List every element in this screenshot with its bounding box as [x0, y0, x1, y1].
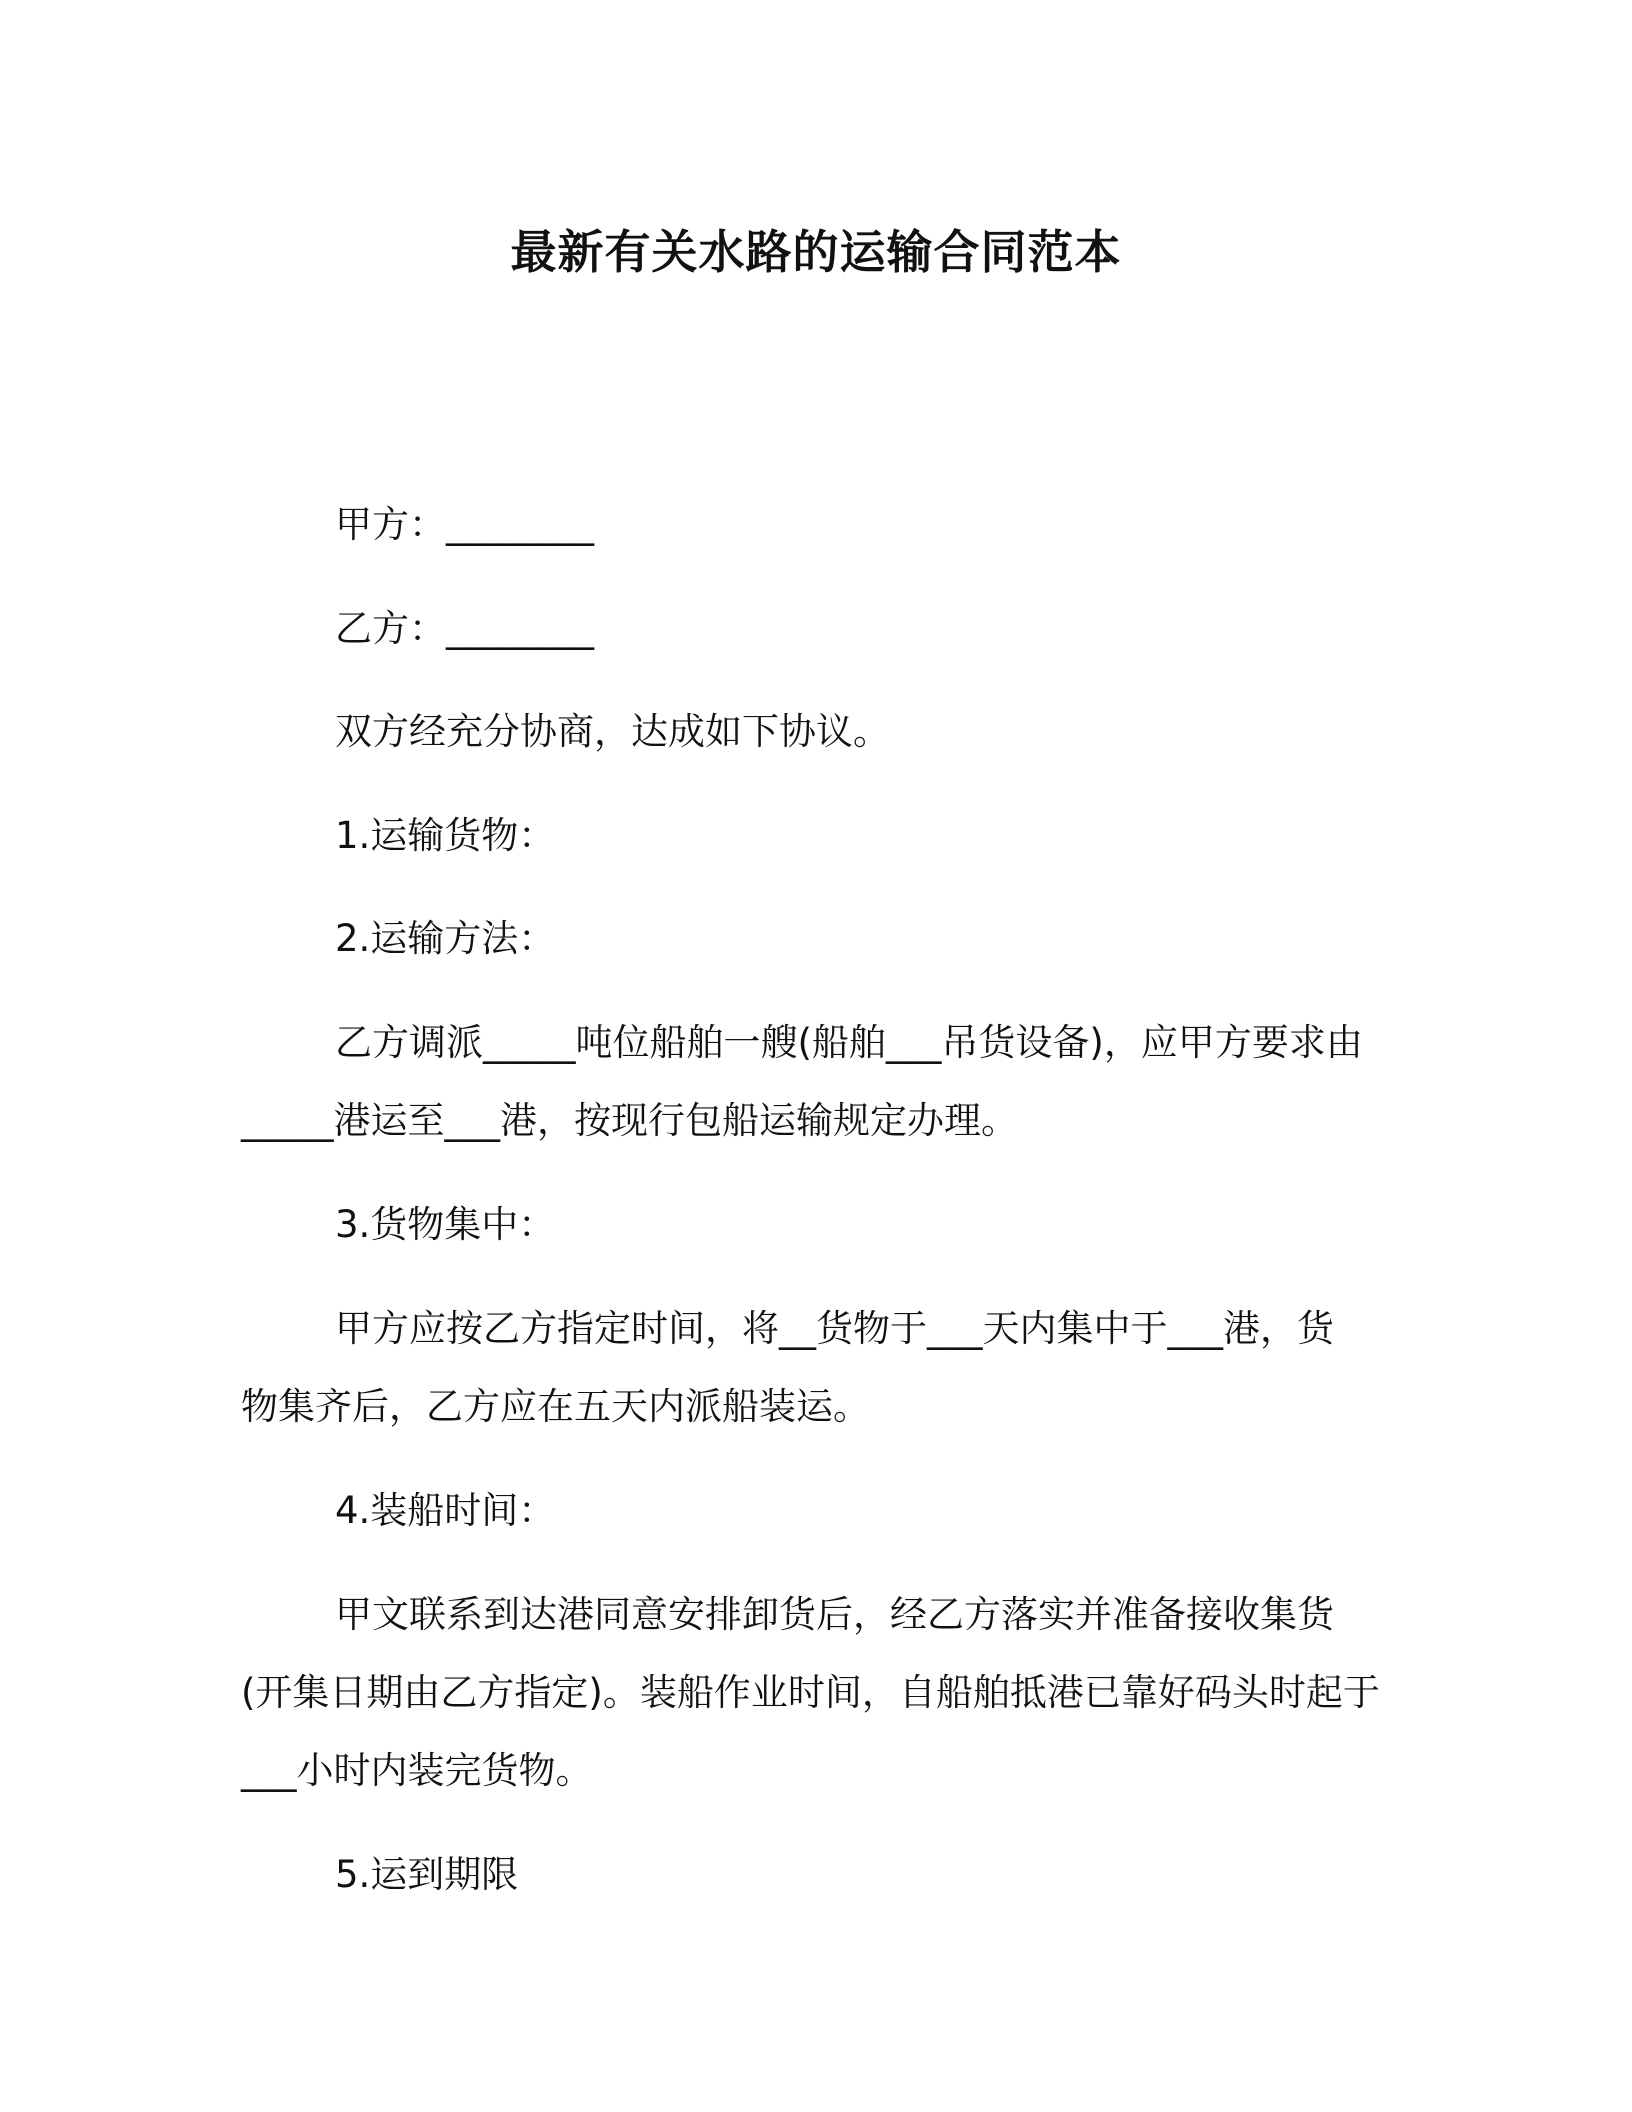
- section-4-heading: 4.装船时间：: [335, 1489, 556, 1532]
- intro-paragraph: 双方经充分协商，达成如下协议。: [335, 710, 890, 753]
- section-2-line-1: 乙方调派_____吨位船舶一艘(船舶___吊货设备)，应甲方要求由: [335, 1021, 1363, 1064]
- party-a-line: 甲方：________: [335, 503, 594, 546]
- section-3-line-2: 物集齐后，乙方应在五天内派船装运。: [241, 1385, 870, 1428]
- section-4-line-2: (开集日期由乙方指定)。装船作业时间，自船舶抵港已靠好码头时起于: [241, 1671, 1380, 1714]
- section-3-heading: 3.货物集中：: [335, 1203, 556, 1246]
- section-2-line-2: _____港运至___港，按现行包船运输规定办理。: [241, 1099, 1018, 1142]
- section-4-line-1: 甲文联系到达港同意安排卸货后，经乙方落实并准备接收集货: [335, 1593, 1334, 1636]
- document-title: 最新有关水路的运输合同范本: [510, 225, 1122, 279]
- section-3-line-1: 甲方应按乙方指定时间，将__货物于___天内集中于___港，货: [335, 1307, 1334, 1350]
- section-1-heading: 1.运输货物：: [335, 814, 556, 857]
- section-4-line-3: ___小时内装完货物。: [241, 1749, 593, 1792]
- section-2-heading: 2.运输方法：: [335, 917, 556, 960]
- section-5-heading: 5.运到期限: [335, 1853, 519, 1896]
- party-b-line: 乙方：________: [335, 607, 594, 650]
